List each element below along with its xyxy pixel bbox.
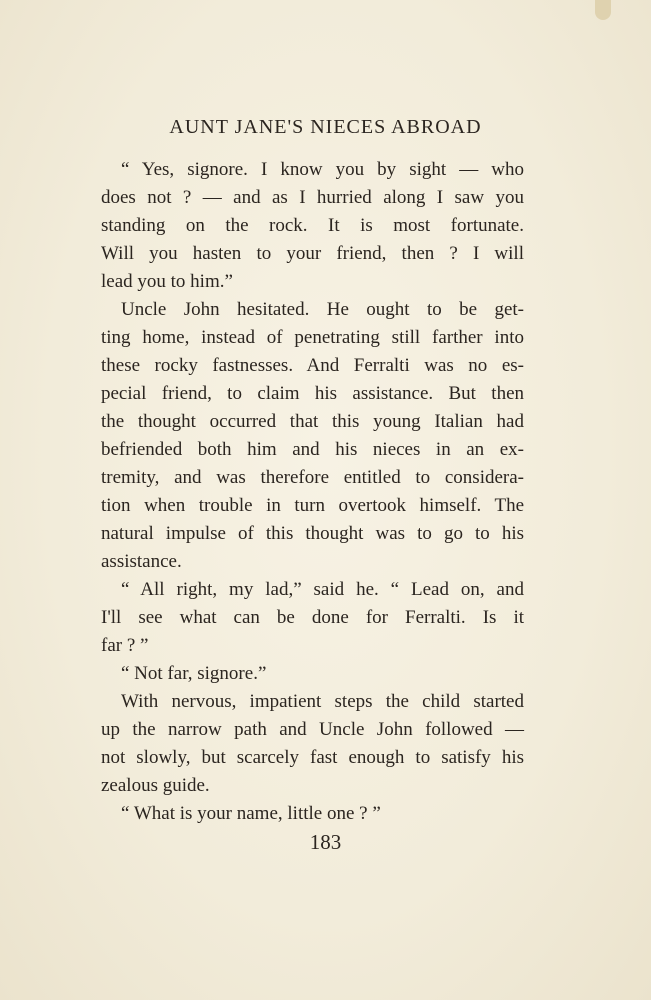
text-line: up the narrow path and Uncle John followed — <box>101 719 524 740</box>
text-line: “ Yes, signore. I know you by sight — who <box>121 159 524 180</box>
text-line: the thought occurred that this young Italian had <box>101 411 524 432</box>
text-line: Will you hasten to your friend, then ? I will <box>101 243 524 264</box>
text-line: standing on the rock. It is most fortunate. <box>101 215 524 236</box>
page-stain <box>595 0 611 20</box>
text-line: tion when trouble in turn overtook himself. The <box>101 495 524 516</box>
text-line: zealous guide. <box>101 775 210 796</box>
text-line: With nervous, impatient steps the child started <box>121 691 524 712</box>
text-line: ting home, instead of penetrating still farther into <box>101 327 524 348</box>
text-line: assistance. <box>101 551 182 572</box>
text-line: tremity, and was therefore entitled to considera- <box>101 467 524 488</box>
body-text <box>101 156 524 828</box>
text-line: Uncle John hesitated. He ought to be get- <box>121 299 524 320</box>
page-number: 183 <box>309 830 342 854</box>
text-line: “ All right, my lad,” said he. “ Lead on, and <box>121 579 524 600</box>
text-line: these rocky fastnesses. And Ferralti was no es- <box>101 355 524 376</box>
running-head: AUNT JANE'S NIECES ABROAD <box>169 116 482 138</box>
text-line: lead you to him.” <box>101 271 233 292</box>
text-line: I'll see what can be done for Ferralti. Is it <box>101 607 524 628</box>
text-line: befriended both him and his nieces in an ex- <box>101 439 524 460</box>
text-line: “ Not far, signore.” <box>121 663 267 684</box>
text-line: does not ? — and as I hurried along I saw you <box>101 187 524 208</box>
text-line: far ? ” <box>101 635 149 656</box>
text-line: not slowly, but scarcely fast enough to satisfy his <box>101 747 524 768</box>
text-line: pecial friend, to claim his assistance. But then <box>101 383 524 404</box>
text-line: “ What is your name, little one ? ” <box>121 803 381 824</box>
text-line: natural impulse of this thought was to go to his <box>101 523 524 544</box>
